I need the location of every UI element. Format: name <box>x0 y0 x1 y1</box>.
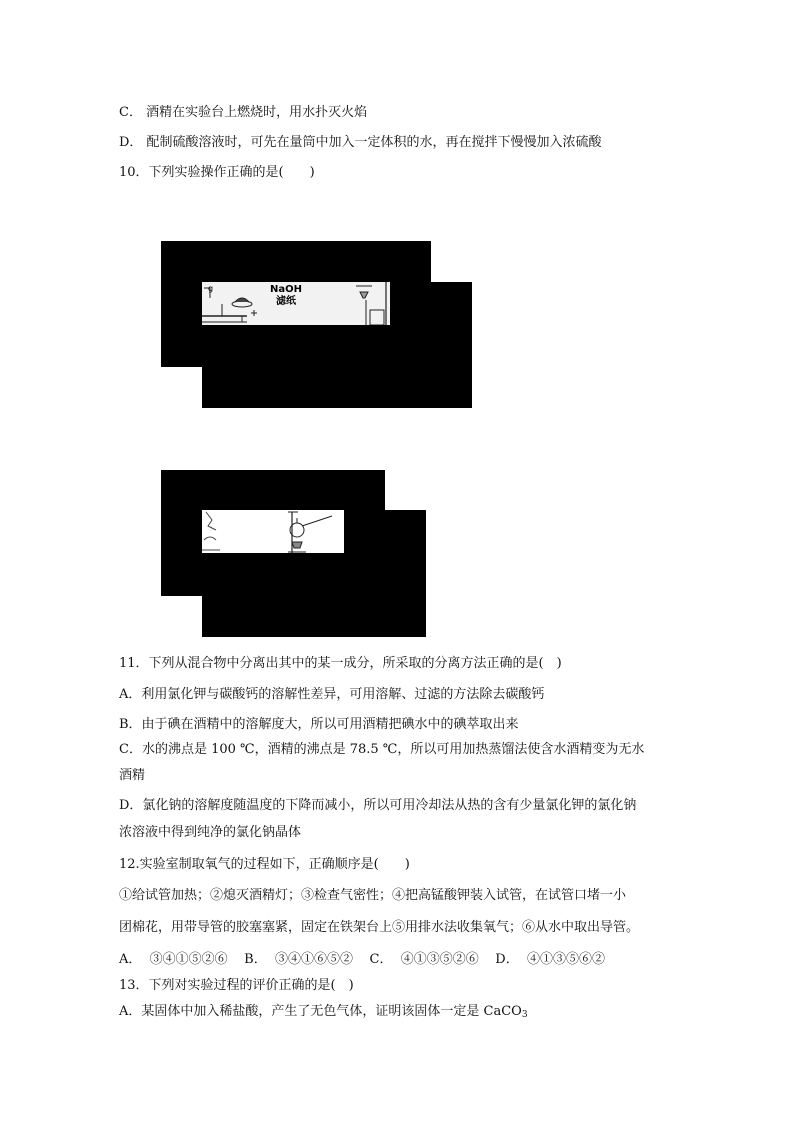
q13-option-a-text: A．某固体中加入稀盐酸，产生了无色气体，证明该固体一定是 CaCO <box>119 1004 522 1019</box>
q12-steps-line2: 团棉花，用带导管的胶塞塞紧，固定在铁架台上⑤用排水法收集氧气；⑥从水中取出导管。 <box>119 920 640 935</box>
redaction-block <box>202 367 431 408</box>
redaction-block <box>161 470 385 510</box>
naoh-label: NaOH <box>270 284 302 295</box>
redaction-block <box>431 282 472 408</box>
q13-stem: 13．下列对实验过程的评价正确的是( ) <box>119 978 354 993</box>
q9-option-c: C． 酒精在实验台上燃烧时，用水扑灭火焰 <box>119 105 368 120</box>
q11-option-c-line1: C．水的沸点是 100 ℃，酒精的沸点是 78.5 ℃，所以可用加热蒸馏法使含水酒精变为无水 <box>119 742 645 757</box>
redaction-block <box>344 510 385 553</box>
q13-option-a <box>119 1003 528 1024</box>
q11-option-d-line2: 浓溶液中得到纯净的氯化钠晶体 <box>119 825 302 840</box>
apparatus-strip-image <box>202 510 344 553</box>
q11-option-b: B．由于碘在酒精中的溶解度大，所以可用酒精把碘水中的碘萃取出来 <box>119 717 519 732</box>
q10-stem: 10．下列实验操作正确的是( ) <box>119 165 315 180</box>
redaction-block <box>161 510 202 553</box>
q11-option-a: A．利用氯化钾与碳酸钙的溶解性差异，可用溶解、过滤的方法除去碳酸钙 <box>119 687 545 702</box>
q12-steps-line1: ①给试管加热；②熄灭酒精灯；③检查气密性；④把高锰酸钾装入试管，在试管口堵一小 <box>119 888 627 903</box>
q12-options: A． ③④①⑤②⑥ B． ③④①⑥⑤② C． ④①③⑤②⑥ D． ④①③⑤⑥② <box>119 952 605 967</box>
q11-option-c-line2: 酒精 <box>119 768 146 783</box>
q11-stem: 11．下列从混合物中分离出其中的某一成分，所采取的分离方法正确的是( ) <box>119 656 562 671</box>
redaction-block <box>161 553 385 596</box>
q13-option-a-subscript: 3 <box>521 1010 528 1020</box>
q11-option-d-line1: D．氯化钠的溶解度随温度的下降而减小，所以可用冷却法从热的含有少量氯化钾的氯化钠 <box>119 798 637 813</box>
apparatus-strip-image <box>202 282 390 325</box>
redaction-block <box>202 596 426 637</box>
q9-option-d: D． 配制硫酸溶液时，可先在量筒中加入一定体积的水，再在搅拌下慢慢加入浓硫酸 <box>119 135 602 150</box>
svg-text:g: g <box>208 284 214 293</box>
filter-paper-label: 滤纸 <box>276 296 296 307</box>
distillation-drawing <box>202 510 344 553</box>
q12-stem: 12.实验室制取氧气的过程如下，正确顺序是( ) <box>119 857 410 872</box>
